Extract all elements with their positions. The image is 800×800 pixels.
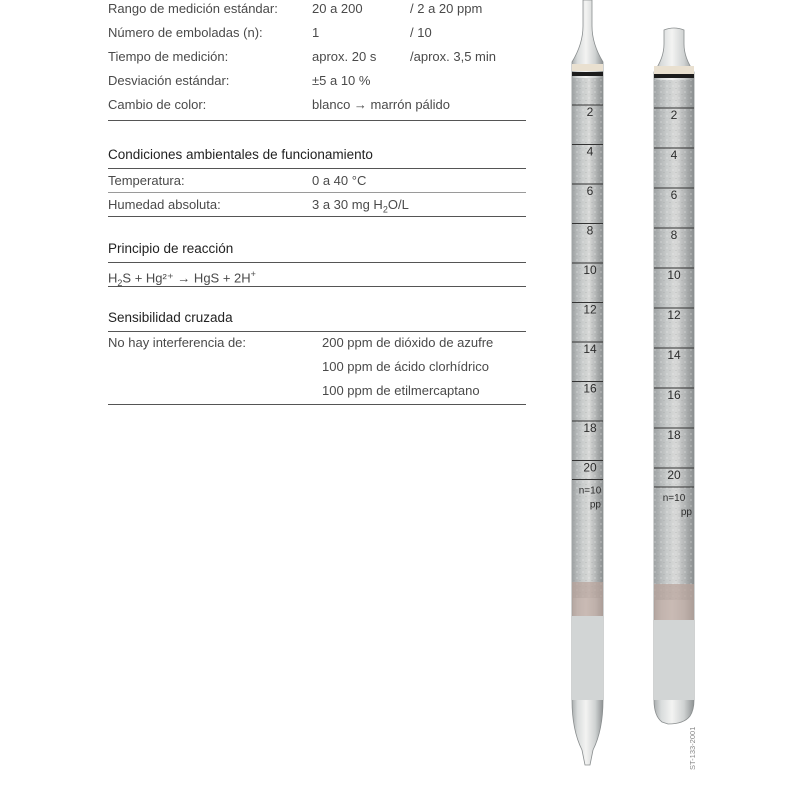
condition-label: Humedad absoluta:: [108, 197, 221, 212]
humidity-unit: O/L: [387, 197, 409, 212]
spec-label: Desviación estándar:: [108, 73, 230, 88]
scale-label: 8: [586, 223, 594, 238]
cross-label: No hay interferencia de:: [108, 335, 247, 350]
detector-tubes-illustration: [540, 0, 700, 800]
spec-label: Rango de medición estándar:: [108, 1, 278, 16]
scale-label: 18: [667, 428, 681, 442]
spec-row-strokes: [108, 21, 526, 45]
spec-row-color-change: [108, 93, 526, 117]
scale-label: 6: [670, 188, 678, 202]
condition-row-temperature: [108, 169, 526, 193]
scale-label: 10: [667, 268, 681, 282]
spec-label: Cambio de color:: [108, 97, 207, 112]
spec-value: aprox. 20 s: [312, 49, 377, 64]
scale-label: 2: [586, 105, 594, 119]
section-divider: [108, 286, 526, 287]
cross-item: 100 ppm de ácido clorhídrico: [322, 359, 489, 374]
spec-label: Tiempo de medición:: [108, 49, 229, 64]
spec-row-deviation: [108, 69, 526, 93]
scale-label: 8: [670, 228, 678, 242]
formula-superscript: +: [250, 269, 256, 279]
spec-value: 20 a 200: [312, 1, 363, 16]
section-divider: [108, 216, 526, 217]
spec-value-alt: / 2 a 20 ppm: [410, 1, 483, 16]
spec-value: ±5 a 10 %: [312, 73, 371, 88]
scale-label: 4: [586, 144, 594, 159]
scale-label: 18: [583, 421, 597, 435]
cross-row: [108, 355, 526, 379]
humidity-subscript: 2: [382, 204, 388, 215]
unit-label: pp: [680, 507, 692, 518]
scale-label: 12: [583, 302, 597, 317]
stroke-count-label: n=10: [662, 493, 686, 504]
scale-label: 20: [667, 468, 681, 482]
cross-row: [108, 331, 526, 355]
scale-label: 10: [583, 263, 597, 277]
cross-row: [108, 379, 526, 403]
scale-label: 12: [667, 308, 681, 322]
spec-value-alt: / 10: [410, 25, 432, 40]
section-heading: Principio de reacción: [108, 241, 234, 256]
condition-row-humidity: [108, 193, 526, 217]
condition-label: Temperatura:: [108, 173, 185, 188]
scale-label: 16: [583, 381, 597, 396]
scale-label: 14: [667, 348, 681, 362]
formula-part: H: [108, 270, 118, 286]
scale-label: 16: [667, 388, 681, 402]
scale-label: 6: [586, 184, 594, 198]
scale-label: 14: [583, 342, 597, 356]
scale-label: 20: [583, 460, 597, 475]
section-divider: [108, 120, 526, 121]
formula-part: S + Hg²⁺ → HgS + 2H: [122, 270, 251, 286]
section-heading: Condiciones ambientales de funcionamiento: [108, 147, 373, 162]
spec-label: Número de emboladas (n):: [108, 25, 263, 40]
spec-value: 1: [312, 25, 320, 40]
spec-row-time: [108, 45, 526, 69]
humidity-value-text: 3 a 30 mg H: [312, 197, 383, 212]
scale-label: 4: [670, 148, 678, 162]
spec-value-alt: /aprox. 3,5 min: [410, 49, 496, 64]
cross-item: 200 ppm de dióxido de azufre: [322, 335, 494, 350]
unit-label: pp: [589, 499, 601, 511]
condition-value: 0 a 40 °C: [312, 173, 367, 188]
reaction-equation: [108, 262, 256, 295]
stroke-count-label: n=10: [578, 485, 602, 497]
formula-subscript: 2: [117, 277, 123, 288]
condition-value: [312, 193, 409, 222]
detector-tube-right: [654, 28, 694, 724]
section-heading: Sensibilidad cruzada: [108, 310, 233, 325]
spec-value: blanco → marrón pálido: [312, 97, 451, 112]
scale-label: 2: [670, 108, 678, 122]
catalog-code: ST-133-2001: [688, 726, 697, 770]
cross-item: 100 ppm de etilmercaptano: [322, 383, 480, 398]
reaction-formula: [108, 262, 526, 286]
spec-row-range: [108, 0, 526, 21]
section-divider: [108, 404, 526, 405]
